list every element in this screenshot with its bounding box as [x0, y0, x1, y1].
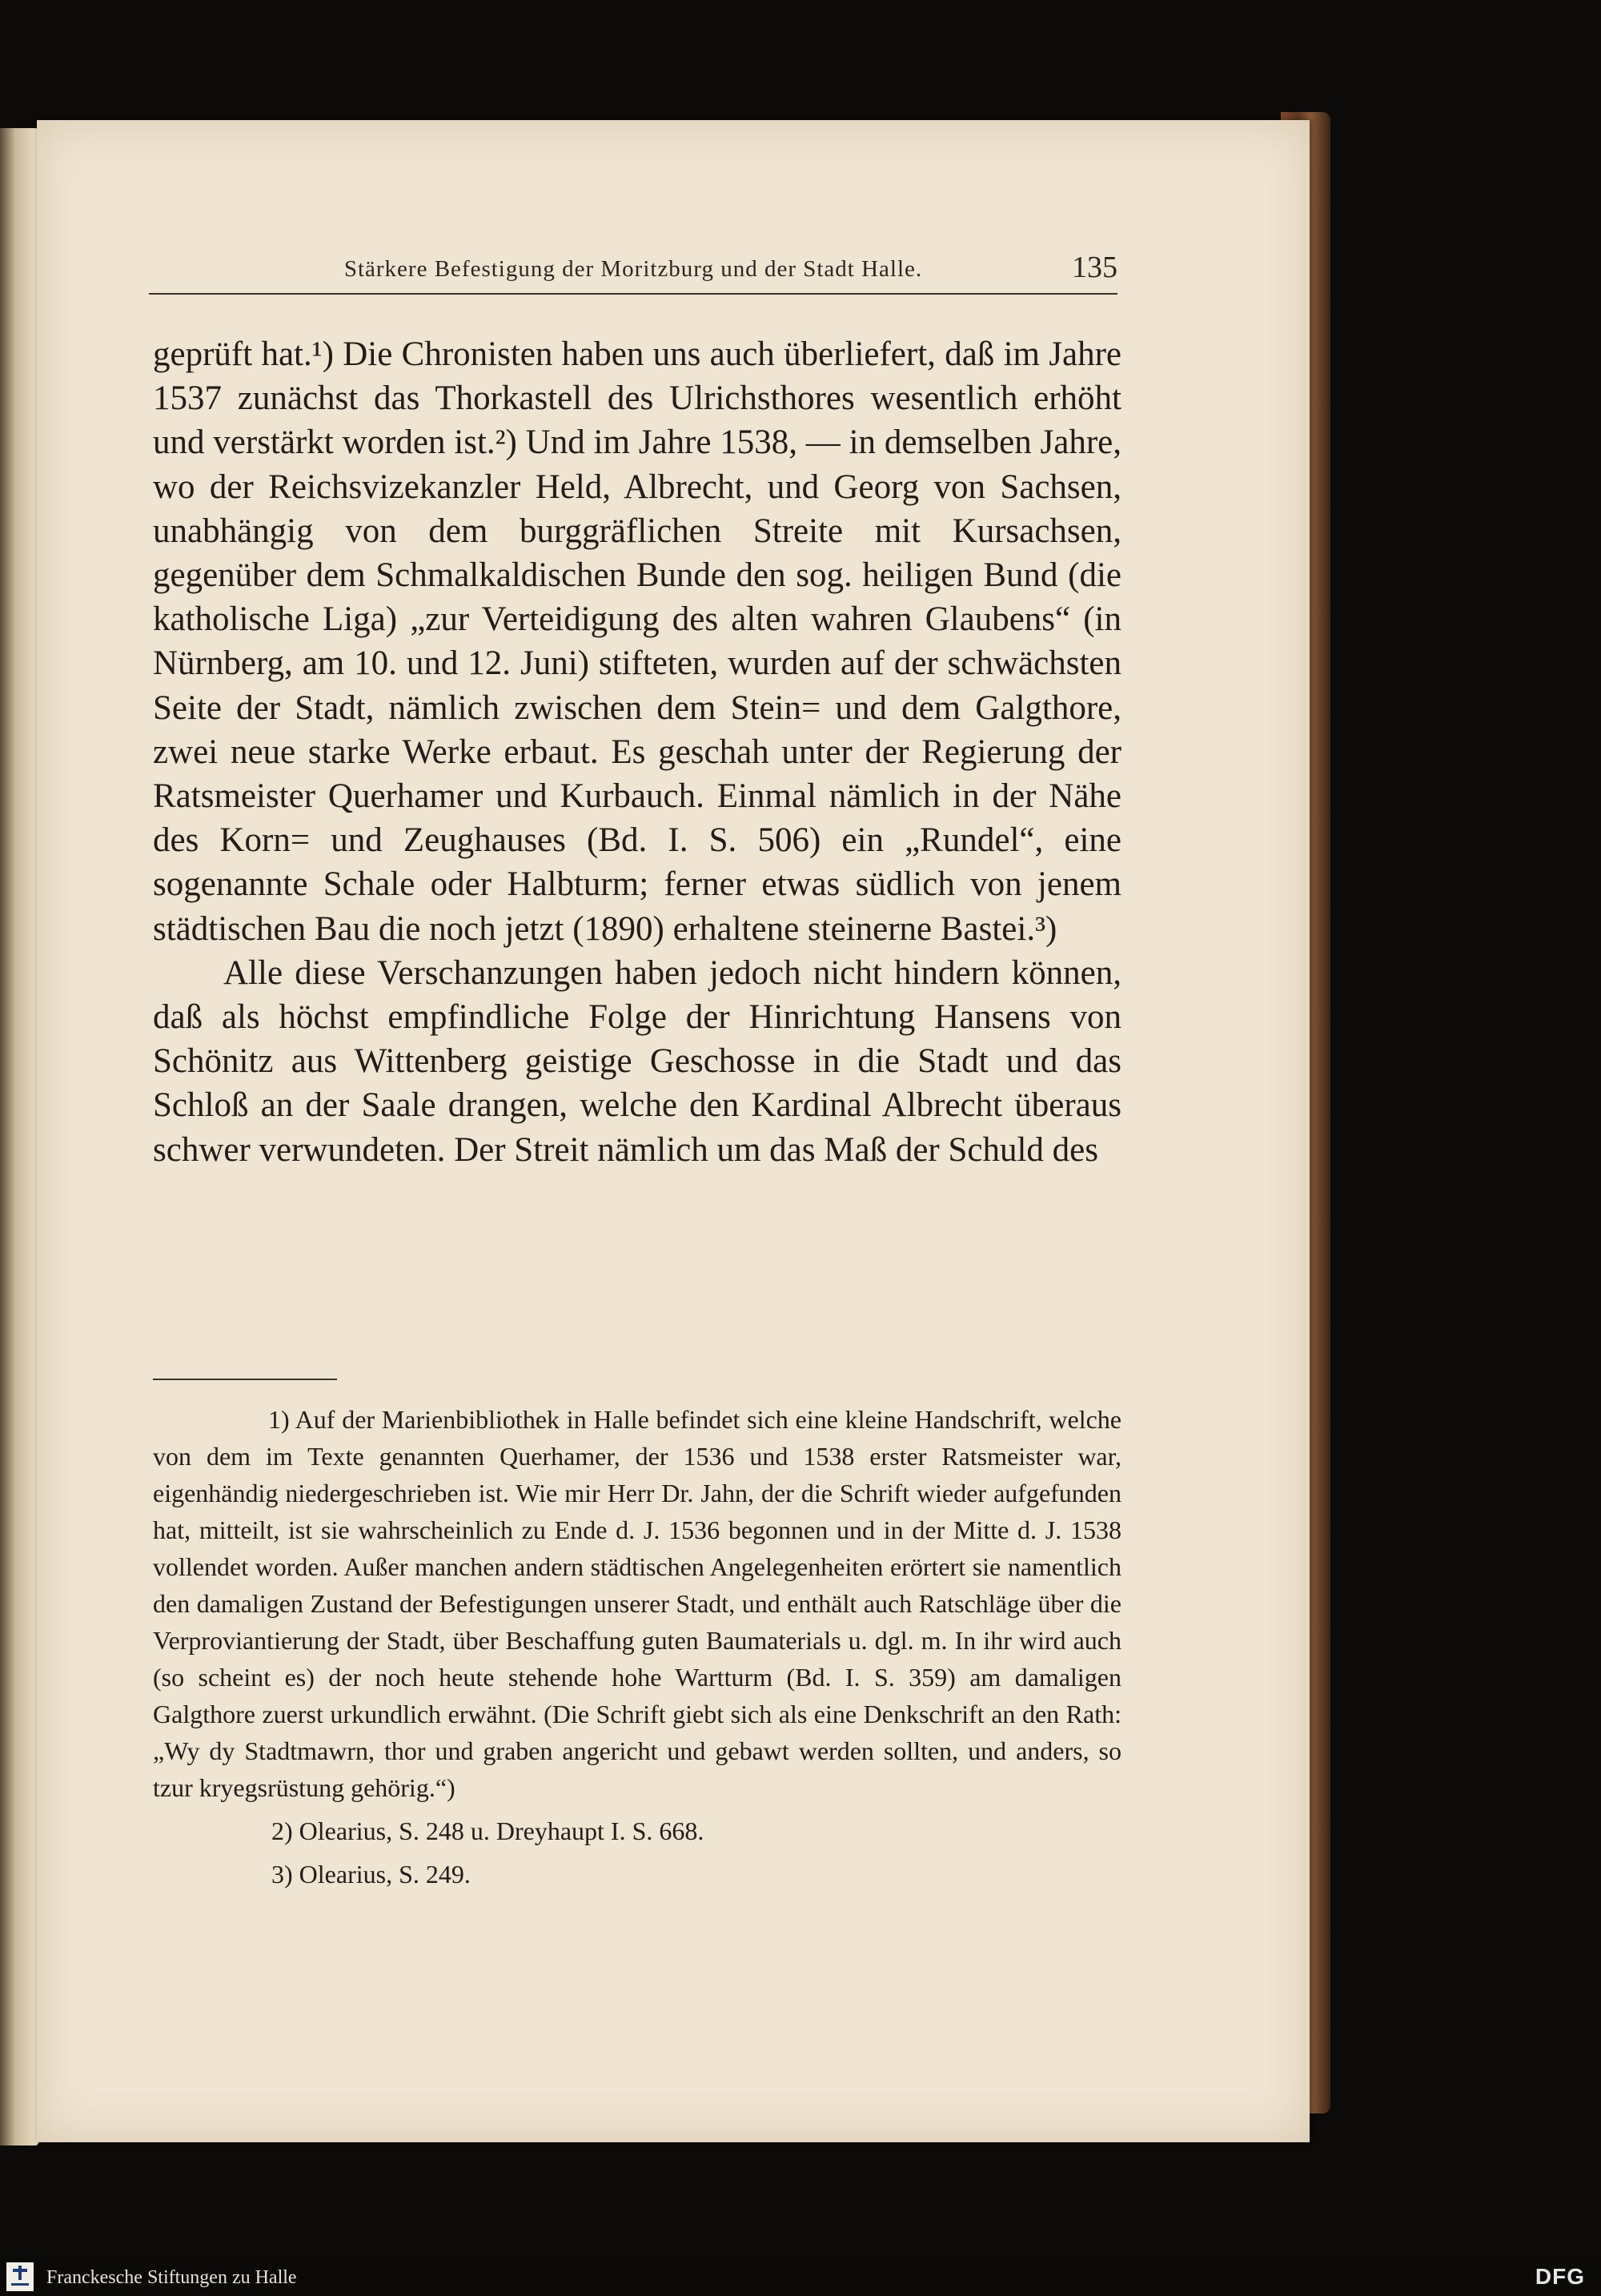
- body-paragraph: geprüft hat.¹) Die Chronisten haben uns auch überliefert, daß im Jahre 1537 zunächst das Thorkastell des Ulrichsthores wesentlich erhöht und verstärkt worden ist.²) Und im Jahre 1538, — in demselben Jahre, wo der Reichsvizekanzler Held, Albrecht, und Georg von Sachsen, unabhängig von dem burggräflichen Streite mit Kursachsen, gegenüber dem Schmalkaldischen Bunde den sog. heiligen Bund (die katholische Liga) „zur Verteidigung des alten wahren Glaubens“ (in Nürnberg, am 10. und 12. Juni) stifteten, wurden auf der schwächsten Seite der Stadt, nämlich zwischen dem Stein= und dem Galgthore, zwei neue starke Werke erbaut. Es geschah unter der Regierung der Ratsmeister Querhamer und Kurbauch. Einmal nämlich in der Nähe des Korn= und Zeughauses (Bd. I. S. 506) ein „Rundel“, eine sogenannte Schale oder Halbturm; ferner etwas südlich von jenem städtischen Bau die noch jetzt (1890) erhaltene steinerne Bastei.³): [153, 335, 1122, 948]
- page-number: 135: [1072, 251, 1117, 284]
- book-page: [37, 120, 1310, 2142]
- left-page-edge: [0, 128, 38, 2145]
- footnote-divider: [153, 1379, 337, 1380]
- page-header: [149, 251, 1117, 295]
- footnote-2: 2) Olearius, S. 248 u. Dreyhaupt I. S. 668.: [271, 1816, 704, 1845]
- institution-logo-icon: [6, 2262, 34, 2291]
- body-paragraph: Alle diese Verschanzungen haben jedoch nicht hindern können, daß als höchst empfindliche Folge der Hinrichtung Hansens von Schönitz aus Wittenberg geistige Geschosse in die Stadt und das Schloß an der Saale drangen, welche den Kardinal Albrecht überaus schwer verwundeten. Der Streit nämlich um das Maß der Schuld des: [153, 953, 1122, 1169]
- footnotes: [153, 1401, 1122, 1893]
- institution-name: Franckesche Stiftungen zu Halle: [46, 2267, 297, 2288]
- dfg-logo: DFG: [1535, 2264, 1585, 2289]
- footnote-1: 1) Auf der Marienbibliothek in Halle befindet sich eine kleine Handschrift, welche von dem im Texte genannten Querhamer, der 1536 und 1538 erster Ratsmeister war, eigenhändig niedergeschrieben ist. Wie mir Herr Dr. Jahn, der die Schrift wieder aufgefunden hat, mitteilt, ist sie wahrscheinlich zu Ende d. J. 1536 begonnen und in der Mitte d. J. 1538 vollendet worden. Außer manchen andern städtischen Angelegenheiten erörtert sie namentlich den damaligen Zustand der Befestigungen unserer Stadt, und enthält auch Ratschläge über die Verproviantierung der Stadt, über Beschaffung guten Baumaterials u. dgl. m. In ihr wird auch (so scheint es) der noch heute stehende hohe Wartturm (Bd. I. S. 359) am damaligen Galgthore zuerst urkundlich erwähnt. (Die Schrift giebt sich als eine Denkschrift an den Rath: „Wy dy Stadtmawrn, thor und graben angericht und gebawt werden sollten, und anders, so tzur kryegsrüstung gehörig.“): [153, 1405, 1122, 1802]
- digitization-footer-bar: [0, 2258, 1601, 2296]
- main-text: [153, 332, 1122, 1172]
- running-head: Stärkere Befestigung der Moritzburg und der Stadt Halle.: [343, 256, 923, 282]
- footnote-3: 3) Olearius, S. 249.: [271, 1860, 471, 1889]
